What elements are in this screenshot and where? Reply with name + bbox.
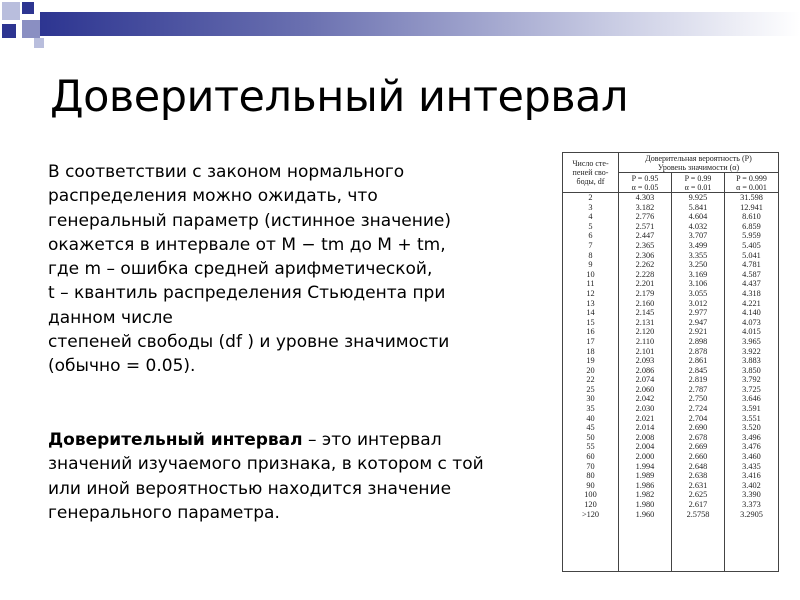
table-cell: 4.032 (688, 221, 708, 231)
table-cell: 9 (588, 260, 593, 270)
table-cell: 2.021 (635, 413, 655, 423)
table-subheader-p95: P = 0.95 α = 0.05 (619, 173, 672, 193)
table-cell: 2.131 (635, 317, 655, 327)
table-cell: 3.496 (742, 432, 761, 442)
table-cell: 70 (586, 461, 595, 471)
table-cell: 2.898 (688, 336, 708, 346)
table-cell: 100 (584, 490, 597, 500)
header-gradient-bar (40, 12, 800, 36)
table-cell: 4.587 (742, 269, 761, 279)
table-cell: 3.792 (742, 375, 761, 385)
table-cell: 1.989 (635, 471, 655, 481)
table-cell: 13 (586, 298, 595, 308)
table-cell: 3.725 (742, 384, 761, 394)
paragraph-line: степеней свободы (df ) и уровне значимости (48, 332, 450, 353)
table-cell: 120 (584, 500, 597, 509)
table-cell: 1.982 (635, 490, 655, 500)
table-cell: 4.303 (635, 193, 655, 202)
table-cell: 2.724 (688, 404, 708, 414)
table-cell: 4.604 (688, 212, 708, 222)
table-cell: 8.610 (742, 212, 761, 222)
table-subheader-p999: P = 0.999 α = 0.001 (725, 173, 779, 193)
definition-line: значений изучаемого признака, в котором с той (48, 454, 484, 475)
table-cell: 4.073 (742, 317, 761, 327)
table-cell: 3.416 (742, 471, 761, 481)
table-cell: 2.262 (635, 260, 655, 270)
table-cell: 5.041 (742, 250, 761, 260)
table-cell: 2.086 (635, 365, 655, 375)
table-cell: 3.250 (688, 260, 708, 270)
body-paragraph (48, 160, 548, 379)
paragraph-line: генеральный параметр (истинное значение) (48, 210, 451, 231)
table-cell: 2.228 (635, 269, 655, 279)
table-cell: 5 (588, 221, 593, 231)
table-cell: 3.520 (742, 423, 761, 433)
student-t-table (562, 152, 779, 572)
table-cell: 2.776 (635, 212, 655, 222)
table-cell: 3.883 (742, 356, 761, 366)
table-cell: 31.598 (740, 193, 763, 202)
table-cell: 3 (588, 202, 593, 212)
deco-square (22, 20, 40, 38)
table-cell: 2.365 (635, 240, 655, 250)
table-cell: 40 (586, 413, 595, 423)
slide-title: Доверительный интервал (50, 72, 628, 122)
table-cell: 11 (586, 279, 595, 289)
table-cell: 16 (586, 327, 595, 337)
table-cell: 2.145 (635, 308, 655, 318)
table-cell: 2.819 (688, 375, 708, 385)
table-cell: 5.405 (742, 240, 761, 250)
table-cell: 12.941 (740, 202, 763, 212)
table-cell: 9.925 (688, 193, 708, 202)
table-cell: 35 (586, 404, 595, 414)
table-cell: 2.120 (635, 327, 655, 337)
table-cell: 3.646 (742, 394, 761, 404)
table-column-p99 (672, 193, 725, 572)
definition-paragraph (48, 428, 548, 525)
table-column-p95 (619, 193, 672, 572)
table-column-df (563, 193, 619, 572)
table-cell: 18 (586, 346, 595, 356)
table-cell: 20 (586, 365, 595, 375)
table-cell: 25 (586, 384, 595, 394)
paragraph-line: t – квантиль распределения Стьюдента при (48, 283, 446, 304)
definition-term: Доверительный интервал (48, 430, 303, 450)
table-cell: 3.499 (688, 240, 708, 250)
table-cell: 2.042 (635, 394, 655, 404)
table-cell: 2.947 (688, 317, 708, 327)
table-cell: 3.965 (742, 336, 761, 346)
definition-text: – это интервал (302, 430, 442, 450)
table-cell: 55 (586, 442, 595, 452)
table-cell: 3.435 (742, 461, 761, 471)
table-cell: 3.707 (688, 231, 708, 241)
definition-line (48, 428, 548, 452)
table-cell: 15 (586, 317, 595, 327)
table-cell: 6 (588, 231, 593, 241)
table-cell: 22 (586, 375, 595, 385)
table-cell: 2.008 (635, 432, 655, 442)
table-cell: 4.781 (742, 260, 761, 270)
paragraph-line: где m – ошибка средней арифметической, (48, 259, 433, 280)
table-cell: 2.004 (635, 442, 655, 452)
table-cell: 2.000 (635, 452, 655, 462)
table-cell: 2.160 (635, 298, 655, 308)
table-cell: 2.110 (635, 336, 655, 346)
table-cell: 2.861 (688, 356, 708, 366)
table-cell: 12 (586, 288, 595, 298)
table-cell: 3.169 (688, 269, 708, 279)
table-cell: 3.012 (688, 298, 708, 308)
table-cell: 2.787 (688, 384, 708, 394)
table-cell: 3.2905 (740, 509, 763, 519)
table-cell: 90 (586, 480, 595, 490)
table-cell: 4.015 (742, 327, 761, 337)
table-cell: 2.625 (688, 490, 708, 500)
table-cell: 2.101 (635, 346, 655, 356)
table-cell: 3.460 (742, 452, 761, 462)
paragraph-line: окажется в интервале от M − tm до M + tm, (48, 234, 446, 255)
table-cell: 3.055 (688, 288, 708, 298)
paragraph-line: данном числе (48, 307, 173, 328)
table-cell: 14 (586, 308, 595, 318)
table-cell: 1.980 (635, 500, 655, 509)
table-cell: 2.014 (635, 423, 655, 433)
table-cell: 3.850 (742, 365, 761, 375)
deco-square (2, 2, 20, 20)
table-cell: 3.182 (635, 202, 655, 212)
table-cell: 3.106 (688, 279, 708, 289)
table-cell: 1.986 (635, 480, 655, 490)
table-cell: 2.750 (688, 394, 708, 404)
table-cell: 3.591 (742, 404, 761, 414)
table-cell: 4.221 (742, 298, 761, 308)
table-cell: 2.678 (688, 432, 708, 442)
table-cell: 2.179 (635, 288, 655, 298)
table-cell: 5.959 (742, 231, 761, 241)
table-cell: 4.318 (742, 288, 761, 298)
table-cell: 6.859 (742, 221, 761, 231)
table-cell: 2.648 (688, 461, 708, 471)
table-cell: 7 (588, 240, 593, 250)
table-cell: 2 (588, 193, 593, 202)
table-cell: >120 (581, 509, 600, 519)
table-cell: 2.845 (688, 365, 708, 375)
table-cell: 2.921 (688, 327, 708, 337)
table-cell: 3.390 (742, 490, 761, 500)
table-cell: 3.402 (742, 480, 761, 490)
table-cell: 2.669 (688, 442, 708, 452)
table-cell: 10 (586, 269, 595, 279)
deco-square (22, 2, 34, 14)
definition-line: или иной вероятностью находится значение (48, 478, 452, 499)
deco-square (34, 38, 44, 48)
table-cell: 2.631 (688, 480, 708, 490)
table-cell: 4.437 (742, 279, 761, 289)
table-cell: 4 (588, 212, 593, 222)
table-cell: 4.140 (742, 308, 761, 318)
table-cell: 3.373 (742, 500, 761, 509)
table-cell: 2.638 (688, 471, 708, 481)
table-cell: 17 (586, 336, 595, 346)
paragraph-line: (обычно = 0.05). (48, 356, 196, 377)
table-cell: 2.704 (688, 413, 708, 423)
table-cell: 2.201 (635, 279, 655, 289)
table-cell: 2.977 (688, 308, 708, 318)
table-cell: 50 (586, 432, 595, 442)
table-cell: 5.841 (688, 202, 708, 212)
table-cell: 1.960 (635, 509, 655, 519)
table-cell: 2.5758 (686, 509, 710, 519)
table-subheader-p99: P = 0.99 α = 0.01 (672, 173, 725, 193)
table-cell: 60 (586, 452, 595, 462)
paragraph-line: распределения можно ожидать, что (48, 186, 378, 207)
table-cell: 2.447 (635, 231, 655, 241)
table-header-df: Число сте- пеней сво- боды, df (563, 153, 619, 193)
table-cell: 19 (586, 356, 595, 366)
table-cell: 3.355 (688, 250, 708, 260)
table-cell: 2.306 (635, 250, 655, 260)
table-cell: 8 (588, 250, 593, 260)
table-cell: 2.571 (635, 221, 655, 231)
table-cell: 45 (586, 423, 595, 433)
table-cell: 80 (586, 471, 595, 481)
table-cell: 3.922 (742, 346, 761, 356)
table-cell: 3.551 (742, 413, 761, 423)
table-column-p999 (725, 193, 779, 572)
table-cell: 2.074 (635, 375, 655, 385)
table-cell: 2.690 (688, 423, 708, 433)
definition-line: генерального параметра. (48, 502, 280, 523)
table-cell: 30 (586, 394, 595, 404)
table-cell: 2.030 (635, 404, 655, 414)
table-cell: 2.093 (635, 356, 655, 366)
table-cell: 2.878 (688, 346, 708, 356)
deco-square (2, 24, 16, 38)
table-header-probability: Доверительная вероятность (P) Уровень значимости (α) (619, 153, 779, 173)
table-cell: 2.617 (688, 500, 708, 509)
paragraph-line: В соответствии с законом нормального (48, 162, 405, 182)
table-cell: 2.660 (688, 452, 708, 462)
table-cell: 1.994 (635, 461, 655, 471)
table-cell: 3.476 (742, 442, 761, 452)
table-cell: 2.060 (635, 384, 655, 394)
